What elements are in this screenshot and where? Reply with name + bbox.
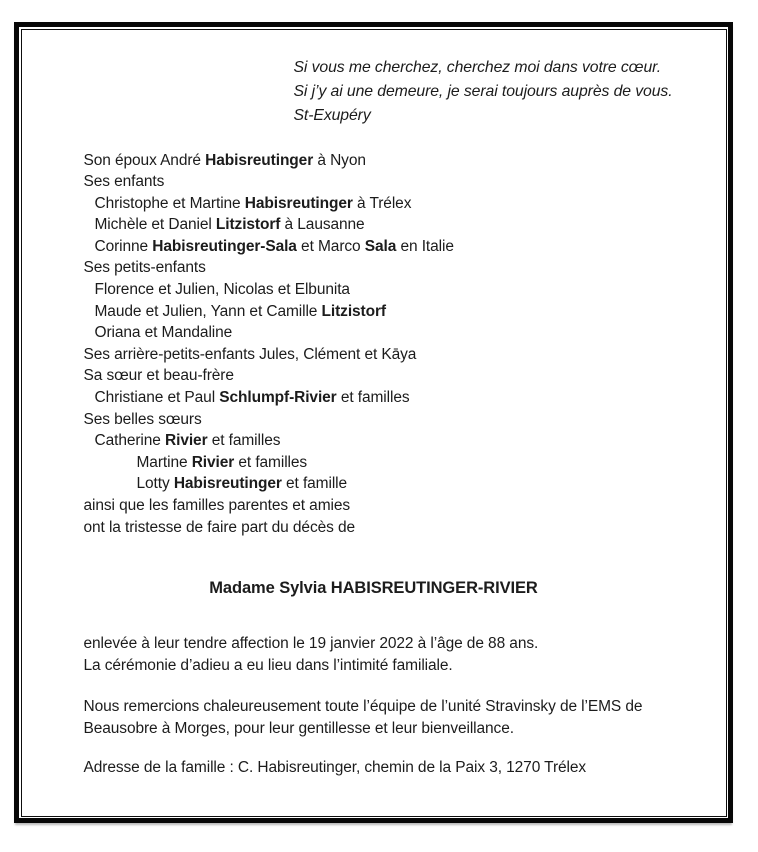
family-text: Ses belles sœurs — [83, 410, 202, 428]
family-surname: Sala — [364, 237, 397, 255]
family-line — [84, 387, 726, 409]
family-surname: Habisreutinger — [244, 194, 353, 212]
family-line — [84, 322, 726, 344]
family-line — [84, 301, 726, 323]
family-text: Maude et Julien, Yann et Camille — [94, 302, 322, 320]
deceased-name: Madame Sylvia HABISREUTINGER-RIVIER — [209, 579, 538, 598]
family-address: Adresse de la famille : C. Habisreutinger, chemin de la Paix 3, 1270 Trélex — [83, 758, 587, 776]
thanks-paragraph — [22, 696, 726, 739]
family-text: Martine — [136, 453, 192, 471]
family-text: Oriana et Mandaline — [94, 324, 233, 342]
death-notice-line: enlevée à leur tendre affection le 19 janvier 2022 à l’âge de 88 ans. — [83, 635, 539, 653]
family-text: Michèle et Daniel — [94, 216, 216, 234]
family-text: Ses enfants — [83, 173, 165, 191]
family-line — [84, 365, 726, 387]
family-text: Catherine — [94, 432, 166, 450]
family-line — [84, 171, 726, 193]
family-line — [84, 236, 726, 258]
death-notice-line: La cérémonie d’adieu a eu lieu dans l’intimité familiale. — [83, 656, 453, 674]
family-text: et familles — [336, 389, 410, 407]
family-text: Lotty — [136, 475, 174, 493]
family-surname: Schlumpf-Rivier — [219, 389, 337, 407]
family-surname: Rivier — [165, 432, 208, 450]
family-line — [84, 409, 726, 431]
family-text: Christophe et Martine — [94, 194, 245, 212]
family-surname: Litzistorf — [321, 302, 386, 320]
family-text: Sa sœur et beau-frère — [83, 367, 234, 385]
family-text: Son époux André — [83, 151, 206, 169]
family-surname: Habisreutinger-Sala — [152, 237, 297, 255]
death-notice — [22, 633, 726, 676]
family-line — [84, 452, 726, 474]
family-line — [84, 517, 726, 539]
family-line — [84, 495, 726, 517]
epigraph-line: Si j’y ai une demeure, je serai toujours auprès de vous. — [293, 82, 673, 100]
epigraph — [294, 56, 726, 128]
family-surname: Habisreutinger — [205, 151, 314, 169]
inner-frame-border — [21, 29, 727, 817]
family-text: Christiane et Paul — [94, 389, 220, 407]
family-text: et familles — [207, 432, 281, 450]
family-text: et famille — [281, 475, 348, 493]
family-text: Ses petits-enfants — [83, 259, 206, 277]
family-text: Ses arrière-petits-enfants Jules, Clément et Kāya — [83, 345, 417, 363]
family-text: à Nyon — [313, 151, 366, 169]
family-text: Corinne — [94, 237, 153, 255]
epigraph-line: St-Exupéry — [293, 106, 371, 124]
outer-frame-border — [14, 22, 733, 823]
thanks-line: Nous remercions chaleureusement toute l’équipe de l’unité Stravinsky de l’EMS de — [83, 698, 643, 716]
family-line — [84, 344, 726, 366]
family-line — [84, 279, 726, 301]
family-line — [84, 430, 726, 452]
family-text: ont la tristesse de faire part du décès de — [83, 518, 356, 536]
family-line — [84, 473, 726, 495]
family-line — [84, 193, 726, 215]
family-surname: Rivier — [191, 453, 235, 471]
family-list — [22, 150, 726, 539]
family-surname: Habisreutinger — [173, 475, 282, 493]
family-line — [84, 150, 726, 172]
family-surname: Litzistorf — [215, 216, 281, 234]
family-text: en Italie — [396, 237, 454, 255]
thanks-line: Beausobre à Morges, pour leur gentillesse et leur bienveillance. — [83, 719, 514, 737]
family-line — [84, 257, 726, 279]
family-text: à Lausanne — [280, 216, 365, 234]
family-text: et Marco — [296, 237, 365, 255]
family-text: Florence et Julien, Nicolas et Elbunita — [94, 281, 350, 299]
family-line — [84, 214, 726, 236]
family-text: ainsi que les familles parentes et amies — [83, 497, 351, 514]
epigraph-line: Si vous me cherchez, cherchez moi dans votre cœur. — [293, 58, 662, 76]
family-text: et familles — [234, 453, 308, 471]
family-text: à Trélex — [352, 194, 412, 212]
